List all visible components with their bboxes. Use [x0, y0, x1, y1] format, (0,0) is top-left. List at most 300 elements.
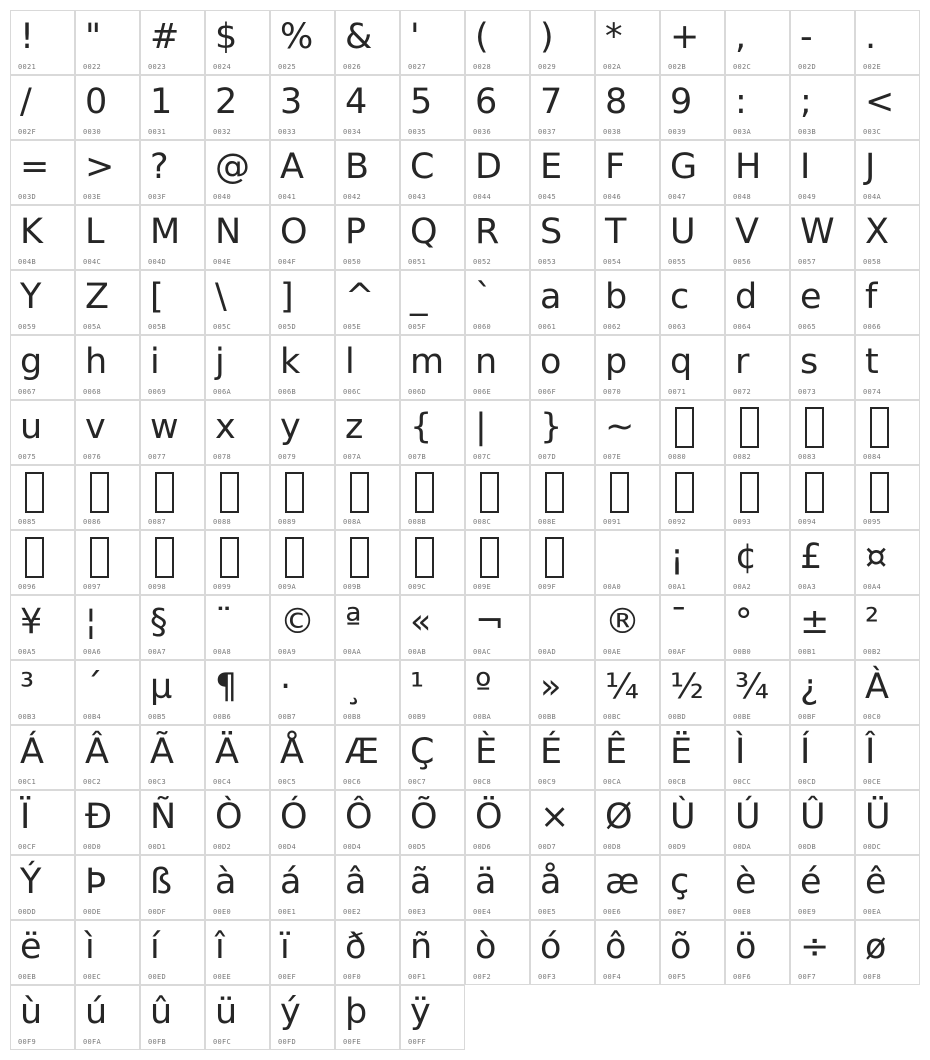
glyph-cell — [725, 660, 790, 725]
glyph-cell — [10, 140, 75, 205]
glyph-codepoint: 00E8 — [733, 908, 752, 916]
glyph-codepoint: 0042 — [343, 193, 362, 201]
missing-glyph-box — [545, 537, 564, 578]
glyph-cell — [205, 335, 270, 400]
glyph-char: ¿ — [800, 667, 819, 707]
glyph-cell — [10, 270, 75, 335]
glyph-codepoint: 00B2 — [863, 648, 882, 656]
glyph-codepoint: 00AB — [408, 648, 427, 656]
glyph-codepoint: 00C6 — [343, 778, 362, 786]
glyph-codepoint: 003A — [733, 128, 752, 136]
glyph-cell — [10, 10, 75, 75]
glyph-char: ¼ — [605, 667, 639, 707]
glyph-char: ÿ — [410, 992, 431, 1032]
glyph-codepoint: 0022 — [83, 63, 102, 71]
glyph-cell — [335, 855, 400, 920]
glyph-char: ã — [410, 862, 432, 902]
glyph-codepoint: 005D — [278, 323, 297, 331]
glyph-codepoint: 00D0 — [83, 843, 102, 851]
glyph-codepoint: 0052 — [473, 258, 492, 266]
glyph-cell — [335, 140, 400, 205]
glyph-char: j — [215, 342, 225, 382]
missing-glyph-box — [545, 472, 564, 513]
glyph-char: Ä — [215, 732, 239, 772]
glyph-cell — [595, 140, 660, 205]
glyph-codepoint: 0084 — [863, 453, 882, 461]
glyph-char: e — [800, 277, 822, 317]
glyph-cell — [790, 855, 855, 920]
glyph-cell — [530, 595, 595, 660]
glyph-codepoint: 0038 — [603, 128, 622, 136]
missing-glyph-box — [480, 537, 499, 578]
glyph-cell — [335, 920, 400, 985]
glyph-codepoint: 004E — [213, 258, 232, 266]
glyph-char: 3 — [280, 82, 303, 122]
glyph-codepoint: 00D9 — [668, 843, 687, 851]
glyph-codepoint: 00E1 — [278, 908, 297, 916]
glyph-codepoint: 0097 — [83, 583, 102, 591]
glyph-codepoint: 00A1 — [668, 583, 687, 591]
glyph-char: º — [475, 667, 492, 707]
glyph-cell — [270, 660, 335, 725]
glyph-char: Ò — [215, 797, 243, 837]
glyph-cell — [465, 595, 530, 660]
glyph-codepoint: 00C9 — [538, 778, 557, 786]
glyph-codepoint: 00ED — [148, 973, 167, 981]
glyph-cell — [530, 140, 595, 205]
missing-glyph-box — [25, 472, 44, 513]
glyph-cell — [10, 595, 75, 660]
glyph-codepoint: 0074 — [863, 388, 882, 396]
glyph-char: g — [20, 342, 43, 382]
glyph-char: É — [540, 732, 563, 772]
glyph-cell — [335, 790, 400, 855]
glyph-cell — [140, 790, 205, 855]
glyph-char: P — [345, 212, 367, 252]
glyph-codepoint: 00C5 — [278, 778, 297, 786]
glyph-codepoint: 00CE — [863, 778, 882, 786]
missing-glyph-box — [350, 537, 369, 578]
glyph-char: Ö — [475, 797, 503, 837]
glyph-codepoint: 004F — [278, 258, 297, 266]
glyph-codepoint: 008B — [408, 518, 427, 526]
glyph-cell — [75, 75, 140, 140]
glyph-codepoint: 008C — [473, 518, 492, 526]
glyph-codepoint: 009B — [343, 583, 362, 591]
glyph-codepoint: 00E9 — [798, 908, 817, 916]
glyph-cell — [855, 660, 920, 725]
glyph-cell — [140, 530, 205, 595]
glyph-char: | — [475, 407, 487, 447]
glyph-char: o — [540, 342, 562, 382]
glyph-codepoint: 006F — [538, 388, 557, 396]
glyph-char: ¸ — [345, 667, 363, 707]
glyph-char: Ù — [670, 797, 696, 837]
missing-glyph-box — [805, 407, 824, 448]
glyph-cell — [725, 790, 790, 855]
glyph-cell — [10, 400, 75, 465]
glyph-char: ä — [475, 862, 497, 902]
glyph-cell — [75, 660, 140, 725]
glyph-char: ê — [865, 862, 887, 902]
glyph-char: È — [475, 732, 498, 772]
glyph-cell — [140, 855, 205, 920]
glyph-cell — [270, 985, 335, 1050]
glyph-cell — [660, 10, 725, 75]
glyph-char: M — [150, 212, 181, 252]
glyph-codepoint: 0075 — [18, 453, 37, 461]
glyph-cell — [75, 10, 140, 75]
glyph-cell — [400, 855, 465, 920]
glyph-cell — [10, 530, 75, 595]
glyph-cell — [660, 400, 725, 465]
glyph-cell — [660, 465, 725, 530]
glyph-codepoint: 0099 — [213, 583, 232, 591]
glyph-cell — [790, 400, 855, 465]
glyph-cell — [205, 10, 270, 75]
glyph-codepoint: 00F9 — [18, 1038, 37, 1046]
glyph-cell — [75, 140, 140, 205]
glyph-cell — [465, 140, 530, 205]
glyph-codepoint: 009F — [538, 583, 557, 591]
glyph-cell — [660, 530, 725, 595]
glyph-char: Á — [20, 732, 44, 772]
glyph-cell — [725, 140, 790, 205]
glyph-codepoint: 0055 — [668, 258, 687, 266]
glyph-char: = — [20, 147, 50, 187]
glyph-codepoint: 003C — [863, 128, 882, 136]
glyph-char: i — [150, 342, 160, 382]
glyph-cell — [270, 530, 335, 595]
glyph-codepoint: 007E — [603, 453, 622, 461]
glyph-codepoint: 0080 — [668, 453, 687, 461]
glyph-char: ® — [605, 602, 640, 642]
glyph-char: è — [735, 862, 757, 902]
glyph-char: é — [800, 862, 822, 902]
glyph-codepoint: 0073 — [798, 388, 817, 396]
glyph-codepoint: 00DA — [733, 843, 752, 851]
glyph-cell — [855, 400, 920, 465]
glyph-char: ¦ — [85, 602, 97, 642]
glyph-cell — [595, 920, 660, 985]
glyph-codepoint: 0036 — [473, 128, 492, 136]
glyph-codepoint: 0064 — [733, 323, 752, 331]
glyph-codepoint: 0086 — [83, 518, 102, 526]
glyph-cell — [530, 530, 595, 595]
glyph-char: ± — [800, 602, 830, 642]
glyph-codepoint: 00A5 — [18, 648, 37, 656]
glyph-codepoint: 0066 — [863, 323, 882, 331]
glyph-cell — [75, 920, 140, 985]
glyph-codepoint: 003F — [148, 193, 167, 201]
glyph-cell — [530, 855, 595, 920]
glyph-codepoint: 004C — [83, 258, 102, 266]
glyph-cell — [465, 920, 530, 985]
glyph-char: ½ — [670, 667, 704, 707]
glyph-cell — [75, 985, 140, 1050]
glyph-cell — [140, 595, 205, 660]
glyph-char: ~ — [605, 407, 635, 447]
glyph-codepoint: 0037 — [538, 128, 557, 136]
glyph-codepoint: 0029 — [538, 63, 557, 71]
glyph-char: V — [735, 212, 759, 252]
glyph-char: f — [865, 277, 878, 317]
glyph-codepoint: 0078 — [213, 453, 232, 461]
glyph-codepoint: 007B — [408, 453, 427, 461]
glyph-cell — [530, 920, 595, 985]
glyph-cell — [10, 985, 75, 1050]
glyph-cell — [75, 595, 140, 660]
glyph-cell — [595, 790, 660, 855]
glyph-codepoint: 00EF — [278, 973, 297, 981]
missing-glyph-box — [350, 472, 369, 513]
missing-glyph-box — [155, 472, 174, 513]
glyph-codepoint: 00FA — [83, 1038, 102, 1046]
glyph-cell — [530, 205, 595, 270]
glyph-codepoint: 0028 — [473, 63, 492, 71]
glyph-codepoint: 005F — [408, 323, 427, 331]
glyph-codepoint: 00E0 — [213, 908, 232, 916]
glyph-cell — [725, 75, 790, 140]
glyph-char: å — [540, 862, 562, 902]
missing-glyph-box — [610, 472, 629, 513]
glyph-char: 7 — [540, 82, 563, 122]
glyph-codepoint: 002D — [798, 63, 817, 71]
glyph-cell — [75, 725, 140, 790]
glyph-codepoint: 0070 — [603, 388, 622, 396]
glyph-cell — [595, 465, 660, 530]
glyph-char: ¢ — [735, 537, 758, 577]
glyph-char: ñ — [410, 927, 433, 967]
glyph-cell — [335, 595, 400, 660]
glyph-codepoint: 0065 — [798, 323, 817, 331]
glyph-codepoint: 006C — [343, 388, 362, 396]
glyph-cell — [10, 855, 75, 920]
glyph-char: Þ — [85, 862, 107, 902]
glyph-codepoint: 00A9 — [278, 648, 297, 656]
glyph-codepoint: 0082 — [733, 453, 752, 461]
glyph-codepoint: 002B — [668, 63, 687, 71]
glyph-cell — [270, 75, 335, 140]
glyph-cell — [660, 335, 725, 400]
glyph-cell — [75, 270, 140, 335]
glyph-codepoint: 0069 — [148, 388, 167, 396]
glyph-cell — [270, 595, 335, 660]
glyph-char: t — [865, 342, 879, 382]
glyph-cell — [595, 270, 660, 335]
glyph-cell — [270, 855, 335, 920]
glyph-cell — [465, 75, 530, 140]
missing-glyph-box — [675, 472, 694, 513]
glyph-cell — [465, 725, 530, 790]
glyph-char: Y — [20, 277, 42, 317]
glyph-codepoint: 0039 — [668, 128, 687, 136]
glyph-codepoint: 003B — [798, 128, 817, 136]
glyph-cell — [595, 530, 660, 595]
glyph-char: h — [85, 342, 108, 382]
glyph-cell — [855, 530, 920, 595]
glyph-cell — [335, 335, 400, 400]
glyph-cell — [530, 10, 595, 75]
glyph-codepoint: 007A — [343, 453, 362, 461]
glyph-char: ú — [85, 992, 108, 1032]
glyph-codepoint: 00F1 — [408, 973, 427, 981]
glyph-codepoint: 0031 — [148, 128, 167, 136]
glyph-char: Õ — [410, 797, 438, 837]
glyph-char: À — [865, 667, 889, 707]
glyph-char: ¾ — [735, 667, 769, 707]
glyph-codepoint: 0032 — [213, 128, 232, 136]
glyph-cell — [725, 465, 790, 530]
glyph-cell — [595, 855, 660, 920]
glyph-cell — [790, 270, 855, 335]
glyph-cell — [465, 270, 530, 335]
glyph-codepoint: 002E — [863, 63, 882, 71]
glyph-codepoint: 00EB — [18, 973, 37, 981]
glyph-cell — [205, 465, 270, 530]
glyph-cell — [790, 530, 855, 595]
glyph-char: r — [735, 342, 750, 382]
glyph-codepoint: 00D7 — [538, 843, 557, 851]
glyph-codepoint: 003E — [83, 193, 102, 201]
glyph-codepoint: 00E4 — [473, 908, 492, 916]
glyph-char: v — [85, 407, 106, 447]
glyph-char: Û — [800, 797, 826, 837]
glyph-codepoint: 0096 — [18, 583, 37, 591]
glyph-codepoint: 0024 — [213, 63, 232, 71]
glyph-char: » — [540, 667, 562, 707]
glyph-codepoint: 00A4 — [863, 583, 882, 591]
glyph-char: m — [410, 342, 445, 382]
glyph-cell — [140, 75, 205, 140]
glyph-codepoint: 00D5 — [408, 843, 427, 851]
glyph-cell — [140, 465, 205, 530]
glyph-char: [ — [150, 277, 164, 317]
glyph-cell — [530, 790, 595, 855]
glyph-char: ü — [215, 992, 238, 1032]
glyph-char: ) — [540, 17, 554, 57]
missing-glyph-box — [285, 472, 304, 513]
glyph-cell — [335, 725, 400, 790]
glyph-cell — [595, 10, 660, 75]
glyph-char: W — [800, 212, 835, 252]
glyph-cell — [335, 465, 400, 530]
glyph-codepoint: 0033 — [278, 128, 297, 136]
glyph-codepoint: 0094 — [798, 518, 817, 526]
glyph-cell — [595, 205, 660, 270]
glyph-cell — [205, 985, 270, 1050]
glyph-cell — [855, 205, 920, 270]
glyph-codepoint: 00AA — [343, 648, 362, 656]
glyph-char: E — [540, 147, 563, 187]
glyph-char: Ç — [410, 732, 435, 772]
missing-glyph-box — [25, 537, 44, 578]
glyph-codepoint: 0040 — [213, 193, 232, 201]
glyph-char: b — [605, 277, 628, 317]
glyph-codepoint: 00CA — [603, 778, 622, 786]
glyph-codepoint: 00C3 — [148, 778, 167, 786]
glyph-char: 6 — [475, 82, 498, 122]
glyph-cell — [790, 205, 855, 270]
glyph-cell — [855, 140, 920, 205]
glyph-codepoint: 0025 — [278, 63, 297, 71]
glyph-codepoint: 00BC — [603, 713, 622, 721]
glyph-cell — [335, 985, 400, 1050]
glyph-char: / — [20, 82, 32, 122]
glyph-codepoint: 00B4 — [83, 713, 102, 721]
glyph-codepoint: 0053 — [538, 258, 557, 266]
glyph-codepoint: 0035 — [408, 128, 427, 136]
glyph-cell — [270, 270, 335, 335]
glyph-cell — [530, 75, 595, 140]
glyph-cell — [400, 335, 465, 400]
glyph-char: Ñ — [150, 797, 177, 837]
glyph-codepoint: 007D — [538, 453, 557, 461]
glyph-codepoint: 00B3 — [18, 713, 37, 721]
missing-glyph-box — [805, 472, 824, 513]
glyph-char: ¥ — [20, 602, 43, 642]
glyph-char: ë — [20, 927, 42, 967]
glyph-char: R — [475, 212, 500, 252]
glyph-char: B — [345, 147, 370, 187]
glyph-codepoint: 00F7 — [798, 973, 817, 981]
glyph-cell — [660, 725, 725, 790]
glyph-char: Ô — [345, 797, 373, 837]
missing-glyph-box — [740, 472, 759, 513]
glyph-cell — [790, 660, 855, 725]
glyph-cell — [335, 205, 400, 270]
glyph-char: Ú — [735, 797, 761, 837]
glyph-codepoint: 00E3 — [408, 908, 427, 916]
glyph-cell — [725, 855, 790, 920]
glyph-char: · — [280, 667, 292, 707]
glyph-char: < — [865, 82, 895, 122]
glyph-char: q — [670, 342, 693, 382]
glyph-codepoint: 0023 — [148, 63, 167, 71]
glyph-codepoint: 0061 — [538, 323, 557, 331]
glyph-codepoint: 00FB — [148, 1038, 167, 1046]
glyph-codepoint: 002A — [603, 63, 622, 71]
glyph-char: Â — [85, 732, 109, 772]
glyph-codepoint: 0088 — [213, 518, 232, 526]
glyph-cell — [855, 270, 920, 335]
glyph-codepoint: 009A — [278, 583, 297, 591]
glyph-char: á — [280, 862, 302, 902]
glyph-char: ô — [605, 927, 627, 967]
glyph-cell — [660, 75, 725, 140]
glyph-codepoint: 00A6 — [83, 648, 102, 656]
glyph-char: ç — [670, 862, 690, 902]
glyph-codepoint: 0077 — [148, 453, 167, 461]
glyph-char: Ã — [150, 732, 174, 772]
glyph-cell — [335, 270, 400, 335]
glyph-char: n — [475, 342, 498, 382]
glyph-cell — [530, 465, 595, 530]
glyph-codepoint: 00EA — [863, 908, 882, 916]
glyph-cell — [75, 400, 140, 465]
glyph-codepoint: 005A — [83, 323, 102, 331]
missing-glyph-box — [90, 472, 109, 513]
glyph-codepoint: 0068 — [83, 388, 102, 396]
glyph-char: ì — [85, 927, 95, 967]
glyph-codepoint: 00FF — [408, 1038, 427, 1046]
glyph-char: - — [800, 17, 813, 57]
glyph-codepoint: 0034 — [343, 128, 362, 136]
missing-glyph-box — [870, 407, 889, 448]
glyph-codepoint: 0076 — [83, 453, 102, 461]
glyph-char: { — [410, 407, 433, 447]
glyph-char: ( — [475, 17, 489, 57]
